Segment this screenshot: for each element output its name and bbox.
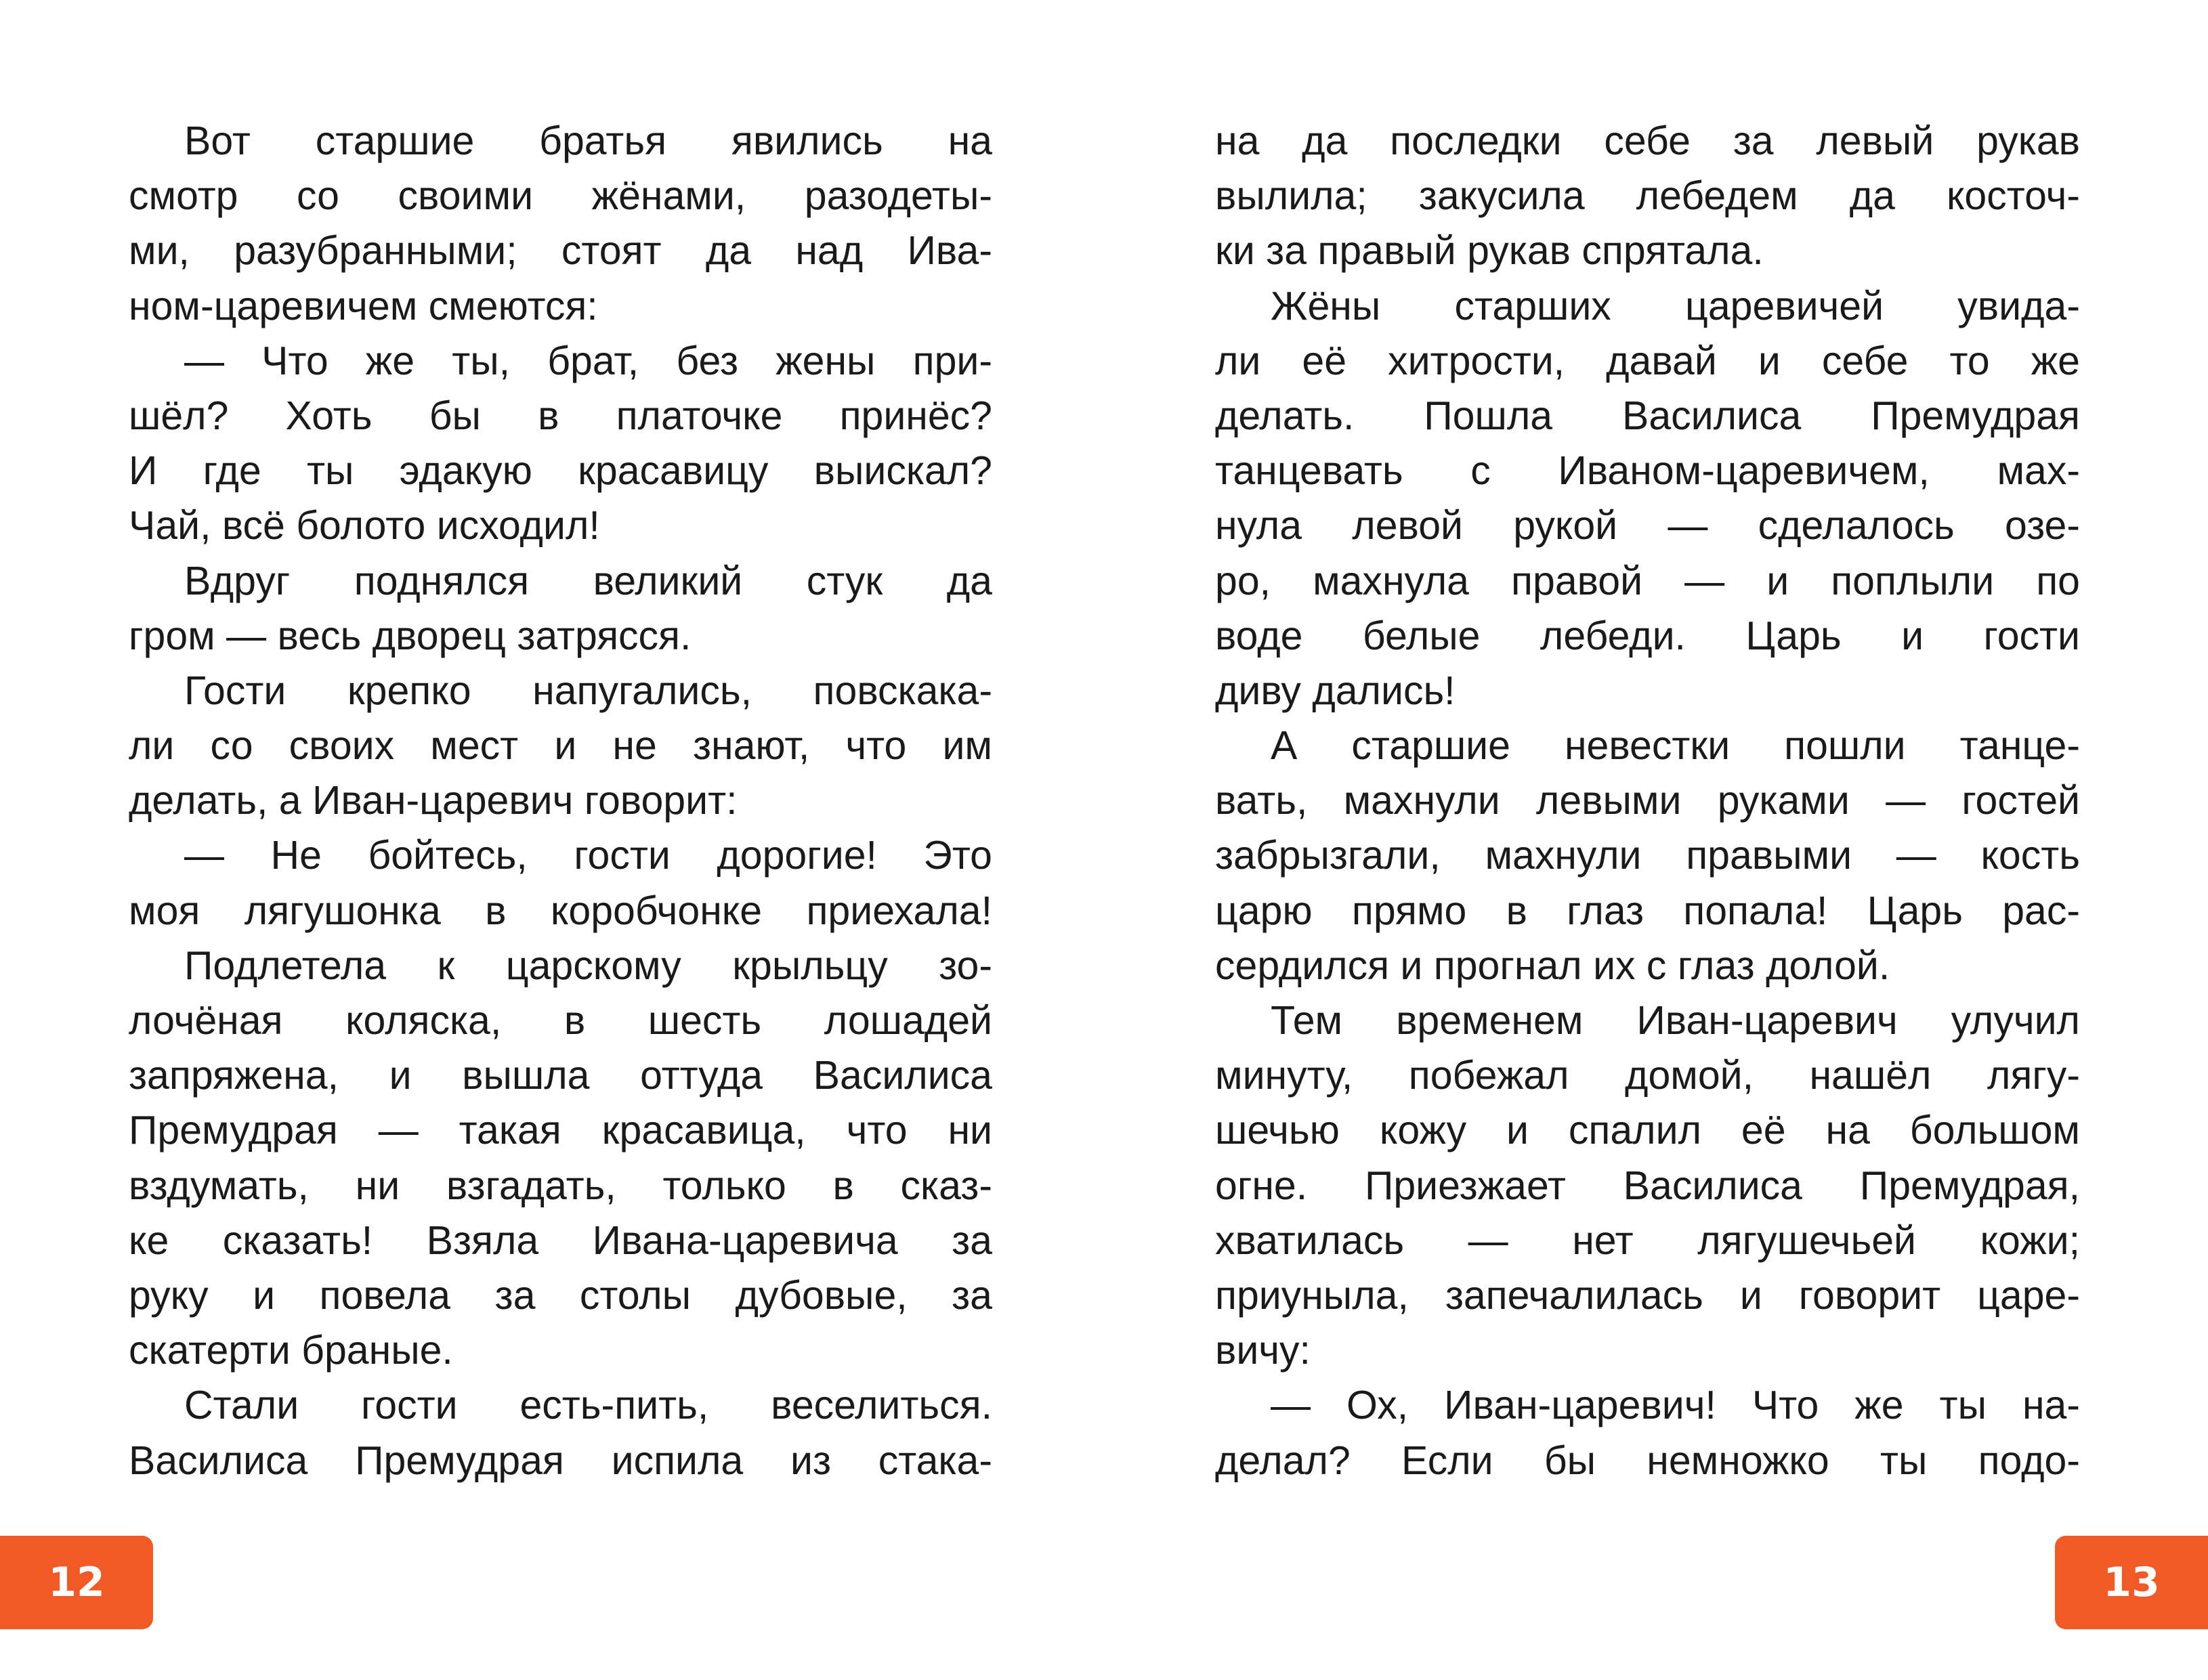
- text-line: делать, а Иван-царевич говорит:: [129, 778, 738, 823]
- text-line: — Не бойтесь, гости дорогие! Это: [184, 833, 992, 878]
- text-line: минуту, побежал домой, нашёл лягу-: [1215, 1053, 2080, 1098]
- text-line: забрызгали, махнули правыми — кость: [1215, 833, 2080, 878]
- text-line: лочёная коляска, в шесть лошадей: [129, 998, 992, 1043]
- text-line: шёл? Хоть бы в платочке принёс?: [129, 393, 992, 438]
- page-number-badge: 12: [0, 1536, 153, 1629]
- text-line: ке сказать! Взяла Ивана-царевича за: [129, 1218, 992, 1263]
- text-line: моя лягушонка в коробчонке приехала!: [129, 888, 992, 933]
- text-line: делал? Если бы немножко ты подо-: [1215, 1438, 2080, 1483]
- text-line: ки за правый рукав спрятала.: [1215, 228, 1764, 274]
- page-number-badge: 13: [2055, 1536, 2208, 1629]
- text-line: шечью кожу и спалил её на большом: [1215, 1108, 2080, 1153]
- text-line: Чай, всё болото исходил!: [129, 503, 600, 548]
- text-line: хватилась — нет лягушечьей кожи;: [1215, 1218, 2080, 1263]
- right-page-text: [1215, 114, 2080, 1488]
- text-line: И где ты эдакую красавицу выискал?: [129, 448, 992, 494]
- text-line: гром — весь дворец затрясся.: [129, 613, 692, 658]
- text-line: сердился и прогнал их с глаз долой.: [1215, 943, 1890, 988]
- text-line: диву дались!: [1215, 668, 1456, 713]
- text-line: ми, разубранными; стоят да над Ива-: [129, 228, 992, 274]
- text-line: ли её хитрости, давай и себе то же: [1215, 338, 2080, 383]
- text-line: Стали гости есть-пить, веселиться.: [184, 1383, 992, 1428]
- text-line: ном-царевичем смеются:: [129, 283, 598, 328]
- text-line: — Что же ты, брат, без жены при-: [184, 338, 992, 383]
- text-line: ро, махнула правой — и поплыли по: [1215, 558, 2080, 603]
- text-line: Тем временем Иван-царевич улучил: [1271, 998, 2080, 1043]
- text-line: Премудрая — такая красавица, что ни: [129, 1108, 992, 1153]
- text-line: огне. Приезжает Василиса Премудрая,: [1215, 1163, 2080, 1208]
- text-line: царю прямо в глаз попала! Царь рас-: [1215, 888, 2080, 933]
- text-line: вичу:: [1215, 1328, 1311, 1373]
- text-line: — Ох, Иван-царевич! Что же ты на-: [1271, 1383, 2080, 1428]
- text-line: делать. Пошла Василиса Премудрая: [1215, 393, 2080, 438]
- text-line: воде белые лебеди. Царь и гости: [1215, 613, 2080, 658]
- text-line: вздумать, ни взгадать, только в сказ-: [129, 1163, 992, 1208]
- text-line: вать, махнули левыми руками — гостей: [1215, 778, 2080, 823]
- text-line: А старшие невестки пошли танце-: [1271, 723, 2080, 769]
- text-line: запряжена, и вышла оттуда Василиса: [129, 1053, 992, 1098]
- text-line: ли со своих мест и не знают, что им: [129, 723, 992, 769]
- left-page-text: [129, 114, 992, 1488]
- text-line: приуныла, запечалилась и говорит царе-: [1215, 1272, 2080, 1318]
- text-line: нула левой рукой — сделалось озе-: [1215, 503, 2080, 548]
- text-line: скатерти браные.: [129, 1328, 453, 1373]
- text-line: Василиса Премудрая испила из стака-: [129, 1438, 992, 1483]
- text-line: Гости крепко напугались, повскака-: [184, 668, 992, 713]
- text-line: танцевать с Иваном-царевичем, мах-: [1215, 448, 2080, 494]
- text-line: вылила; закусила лебедем да косточ-: [1215, 173, 2080, 219]
- right-page: [1104, 0, 2208, 1680]
- text-line: Жёны старших царевичей увида-: [1271, 283, 2080, 328]
- text-line: смотр со своими жёнами, разодеты-: [129, 173, 992, 219]
- text-line: Вот старшие братья явились на: [184, 119, 992, 163]
- text-line: Подлетела к царскому крыльцу зо-: [184, 943, 992, 988]
- text-line: руку и повела за столы дубовые, за: [129, 1272, 992, 1318]
- text-line: Вдруг поднялся великий стук да: [184, 558, 992, 603]
- text-line: на да последки себе за левый рукав: [1215, 119, 2080, 163]
